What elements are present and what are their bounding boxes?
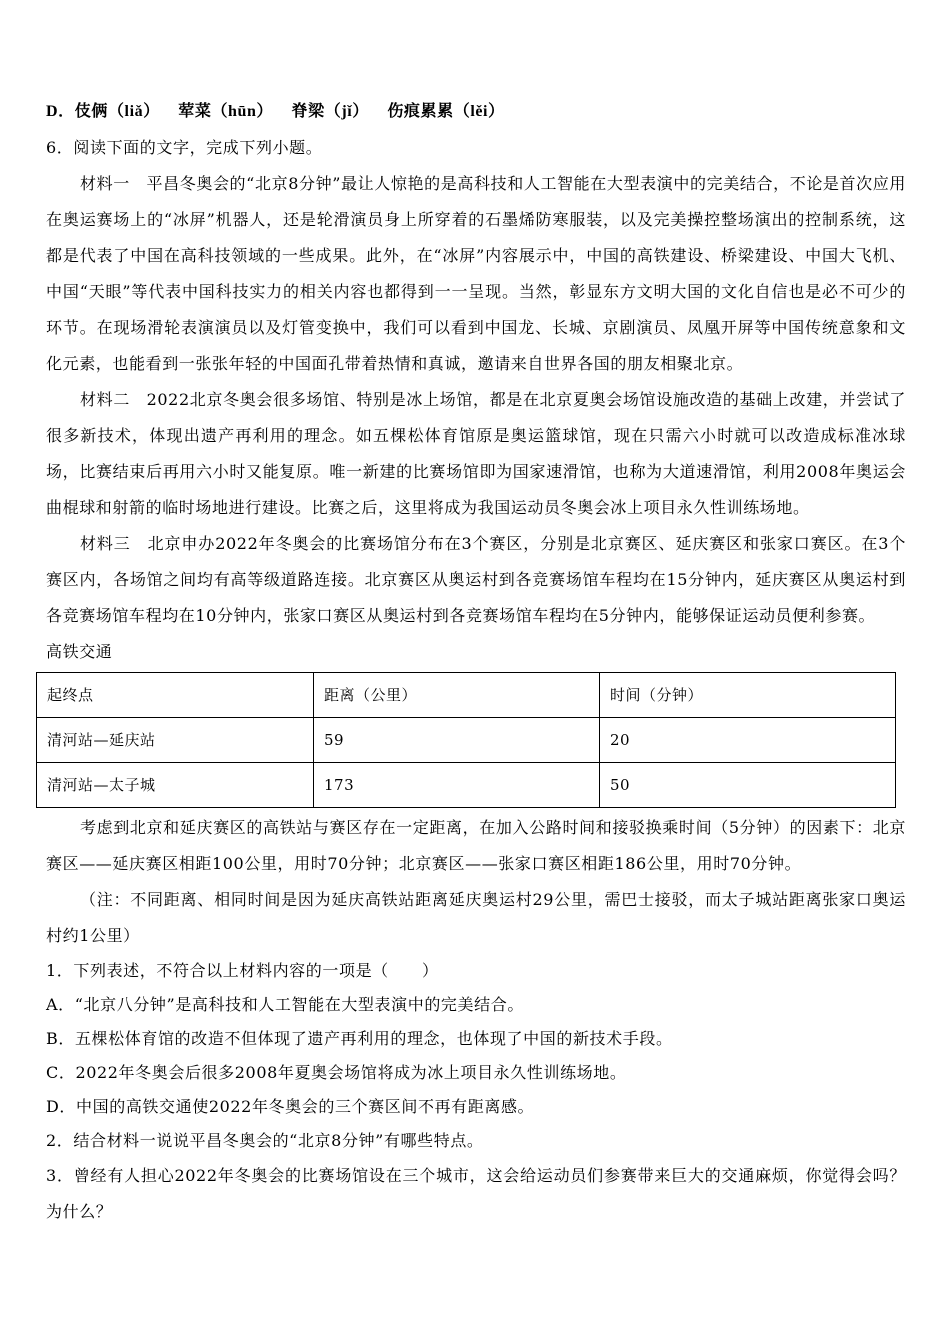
rail-table <box>36 672 896 808</box>
question-3: 3．曾经有人担心2022年冬奥会的比赛场馆设在三个城市，这会给运动员们参赛带来巨大的交通麻烦，你觉得会吗？为什么？ <box>46 1166 906 1221</box>
header-cell: 起终点 <box>37 673 314 718</box>
table-row <box>37 763 896 808</box>
cell: 20 <box>600 718 896 763</box>
q1-option-a: A．“北京八分钟”是高科技和人工智能在大型表演中的完美结合。 <box>46 995 524 1014</box>
note: （注：不同距离、相同时间是因为延庆高铁站距离延庆奥运村29公里，需巴士接驳，而太子城站距离张家口奥运村约1公里） <box>46 890 906 945</box>
cell: 173 <box>314 763 600 808</box>
cell: 59 <box>314 718 600 763</box>
table-title: 高铁交通 <box>46 642 113 661</box>
table-row <box>37 718 896 763</box>
q1-option-d: D．中国的高铁交通使2022年冬奥会的三个赛区间不再有距离感。 <box>46 1097 535 1116</box>
material-3: 材料三 北京申办2022年冬奥会的比赛场馆分布在3个赛区，分别是北京赛区、延庆赛区和张家口赛区。在3个赛区内，各场馆之间均有高等级道路连接。北京赛区从奥运村到各竞赛场馆车程均在15分钟内，延庆赛区从奥运村到各竞赛场馆车程均在10分钟内，张家口赛区从奥运村到各竞赛场馆车程均在5分钟内，能够保证运动员便利参赛。 <box>46 534 906 625</box>
material-1: 材料一 平昌冬奥会的“北京8分钟”最让人惊艳的是高科技和人工智能在大型表演中的完美结合，不论是首次应用在奥运赛场上的“冰屏”机器人，还是轮滑演员身上所穿着的石墨烯防寒服装，以及完美操控整场演出的控制系统，这都是代表了中国在高科技领域的一些成果。此外，在“冰屏”内容展示中，中国的高铁建设、桥梁建设、中国大飞机、中国“天眼”等代表中国科技实力的相关内容也都得到一一呈现。当然，彰显东方文明大国的文化自信也是必不可少的环节。在现场滑轮表演演员以及灯管变换中，我们可以看到中国龙、长城、京剧演员、凤凰开屏等中国传统意象和文化元素，也能看到一张张年轻的中国面孔带着热情和真诚，邀请来自世界各国的朋友相聚北京。 <box>46 174 906 373</box>
q1-option-c: C．2022年冬奥会后很多2008年夏奥会场馆将成为冰上项目永久性训练场地。 <box>46 1063 627 1082</box>
material-2: 材料二 2022北京冬奥会很多场馆、特别是冰上场馆，都是在北京夏奥会场馆设施改造的基础上改建，并尝试了很多新技术，体现出遗产再利用的理念。如五棵松体育馆原是奥运篮球馆，现在只需六小时就可以改造成标准冰球场，比赛结束后再用六小时又能复原。唯一新建的比赛场馆即为国家速滑馆，也称为大道速滑馆，利用2008年奥运会曲棍球和射箭的临时场地进行建设。比赛之后，这里将成为我国运动员冬奥会冰上项目永久性训练场地。 <box>46 390 906 517</box>
q1-option-b: B．五棵松体育馆的改造不但体现了遗产再利用的理念，也体现了中国的新技术手段。 <box>46 1029 673 1048</box>
question-2: 2．结合材料一说说平昌冬奥会的“北京8分钟”有哪些特点。 <box>46 1131 484 1150</box>
after-table-text: 考虑到北京和延庆赛区的高铁站与赛区存在一定距离，在加入公路时间和接驳换乘时间（5分钟）的因素下：北京赛区——延庆赛区相距100公里，用时70分钟；北京赛区——张家口赛区相距186公里，用时70分钟。 <box>46 818 906 873</box>
question-intro: 6．阅读下面的文字，完成下列小题。 <box>46 138 323 157</box>
cell: 清河站—延庆站 <box>37 718 314 763</box>
header-cell: 距离（公里） <box>314 673 600 718</box>
option-d: D．伎俩（liǎ） 荤菜（hūn） 脊梁（jǐ） 伤痕累累（lěi） <box>46 103 505 120</box>
cell: 50 <box>600 763 896 808</box>
table-header-row <box>37 673 896 718</box>
header-cell: 时间（分钟） <box>600 673 896 718</box>
cell: 清河站—太子城 <box>37 763 314 808</box>
question-1: 1．下列表述，不符合以上材料内容的一项是（ ） <box>46 961 439 980</box>
